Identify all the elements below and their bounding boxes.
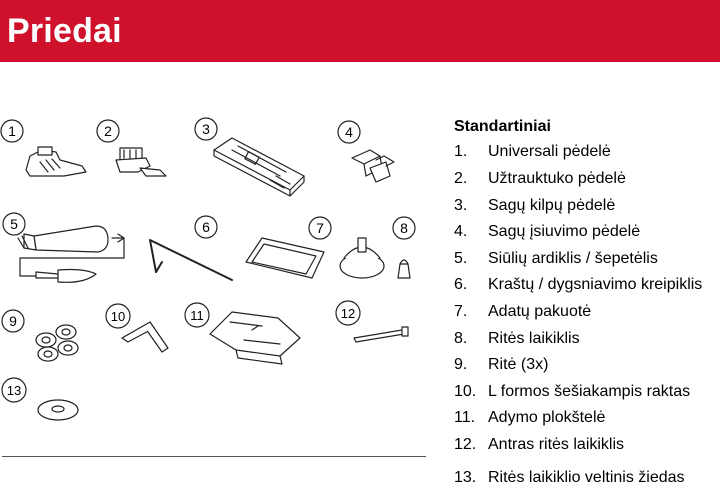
buttonhole-foot-drawing xyxy=(214,138,304,196)
item-number: 3. xyxy=(454,197,468,214)
item-label: Adymo plokštelė xyxy=(488,409,606,426)
callout-12 xyxy=(336,301,360,325)
callout-3 xyxy=(195,118,217,140)
item-number: 6. xyxy=(454,276,468,293)
title-bar xyxy=(0,0,720,62)
svg-text:6: 6 xyxy=(202,219,210,235)
svg-text:9: 9 xyxy=(9,313,17,329)
svg-text:5: 5 xyxy=(10,216,18,232)
item-label: L formos šešiakampis raktas xyxy=(488,383,691,400)
svg-text:8: 8 xyxy=(400,220,408,236)
needle-pack-drawing xyxy=(246,238,324,278)
callout-2 xyxy=(97,120,119,142)
darning-plate-drawing xyxy=(210,312,300,364)
item-label: Sagų kilpų pėdelė xyxy=(488,197,616,214)
second-spool-pin-drawing xyxy=(354,327,408,342)
svg-text:1: 1 xyxy=(8,123,16,139)
accessories-illustration xyxy=(0,110,440,480)
callout-10 xyxy=(106,304,130,328)
svg-text:3: 3 xyxy=(202,121,210,137)
item-number: 2. xyxy=(454,170,468,187)
svg-text:2: 2 xyxy=(104,123,112,139)
item-label: Kraštų / dygsniavimo kreipiklis xyxy=(488,276,703,293)
zipper-foot-drawing xyxy=(116,148,166,176)
item-label: Užtrauktuko pėdelė xyxy=(488,170,626,187)
page-title: Priedai xyxy=(7,12,122,50)
callout-5 xyxy=(3,213,25,235)
item-number: 8. xyxy=(454,330,468,347)
item-label: Ritės laikiklis xyxy=(488,330,580,347)
item-label: Sagų įsiuvimo pėdelė xyxy=(488,223,641,240)
bobbins-drawing xyxy=(36,325,78,361)
item-number: 11. xyxy=(454,409,476,426)
svg-text:10: 10 xyxy=(110,309,126,324)
item-number: 1. xyxy=(454,143,468,160)
svg-text:13: 13 xyxy=(6,383,22,398)
item-label: Siūlių ardiklis / šepetėlis xyxy=(488,250,658,267)
universal-foot-drawing xyxy=(26,147,86,176)
callout-4 xyxy=(338,121,360,143)
callout-7 xyxy=(309,217,331,239)
item-label: Universali pėdelė xyxy=(488,143,611,160)
felt-ring-drawing xyxy=(38,400,78,420)
svg-text:4: 4 xyxy=(345,124,353,140)
item-number: 5. xyxy=(454,250,468,267)
callout-6 xyxy=(195,216,217,238)
edge-guide-drawing xyxy=(150,240,232,280)
callout-9 xyxy=(2,310,24,332)
callout-1 xyxy=(1,120,23,142)
callout-11 xyxy=(185,303,209,327)
item-label: Adatų pakuotė xyxy=(488,303,592,320)
item-number: 9. xyxy=(454,356,468,373)
svg-text:11: 11 xyxy=(190,308,204,323)
callout-13 xyxy=(2,378,26,402)
item-label: Ritės laikiklio veltinis žiedas xyxy=(488,469,685,486)
item-number: 4. xyxy=(454,223,468,240)
item-label: Ritė (3x) xyxy=(488,356,549,373)
item-label: Antras ritės laikiklis xyxy=(488,436,625,453)
button-foot-drawing xyxy=(352,150,394,182)
list-heading: Standartiniai xyxy=(454,118,551,135)
item-number: 12. xyxy=(454,436,477,453)
svg-text:7: 7 xyxy=(316,220,324,236)
callout-8 xyxy=(393,217,415,239)
item-number: 10. xyxy=(454,383,477,400)
item-number: 7. xyxy=(454,303,468,320)
seam-ripper-drawing xyxy=(18,226,124,282)
divider-line xyxy=(2,456,426,457)
svg-text:12: 12 xyxy=(340,306,356,321)
hex-key-drawing xyxy=(122,322,168,352)
item-number: 13. xyxy=(454,469,477,486)
spool-holder-drawing xyxy=(340,238,410,278)
